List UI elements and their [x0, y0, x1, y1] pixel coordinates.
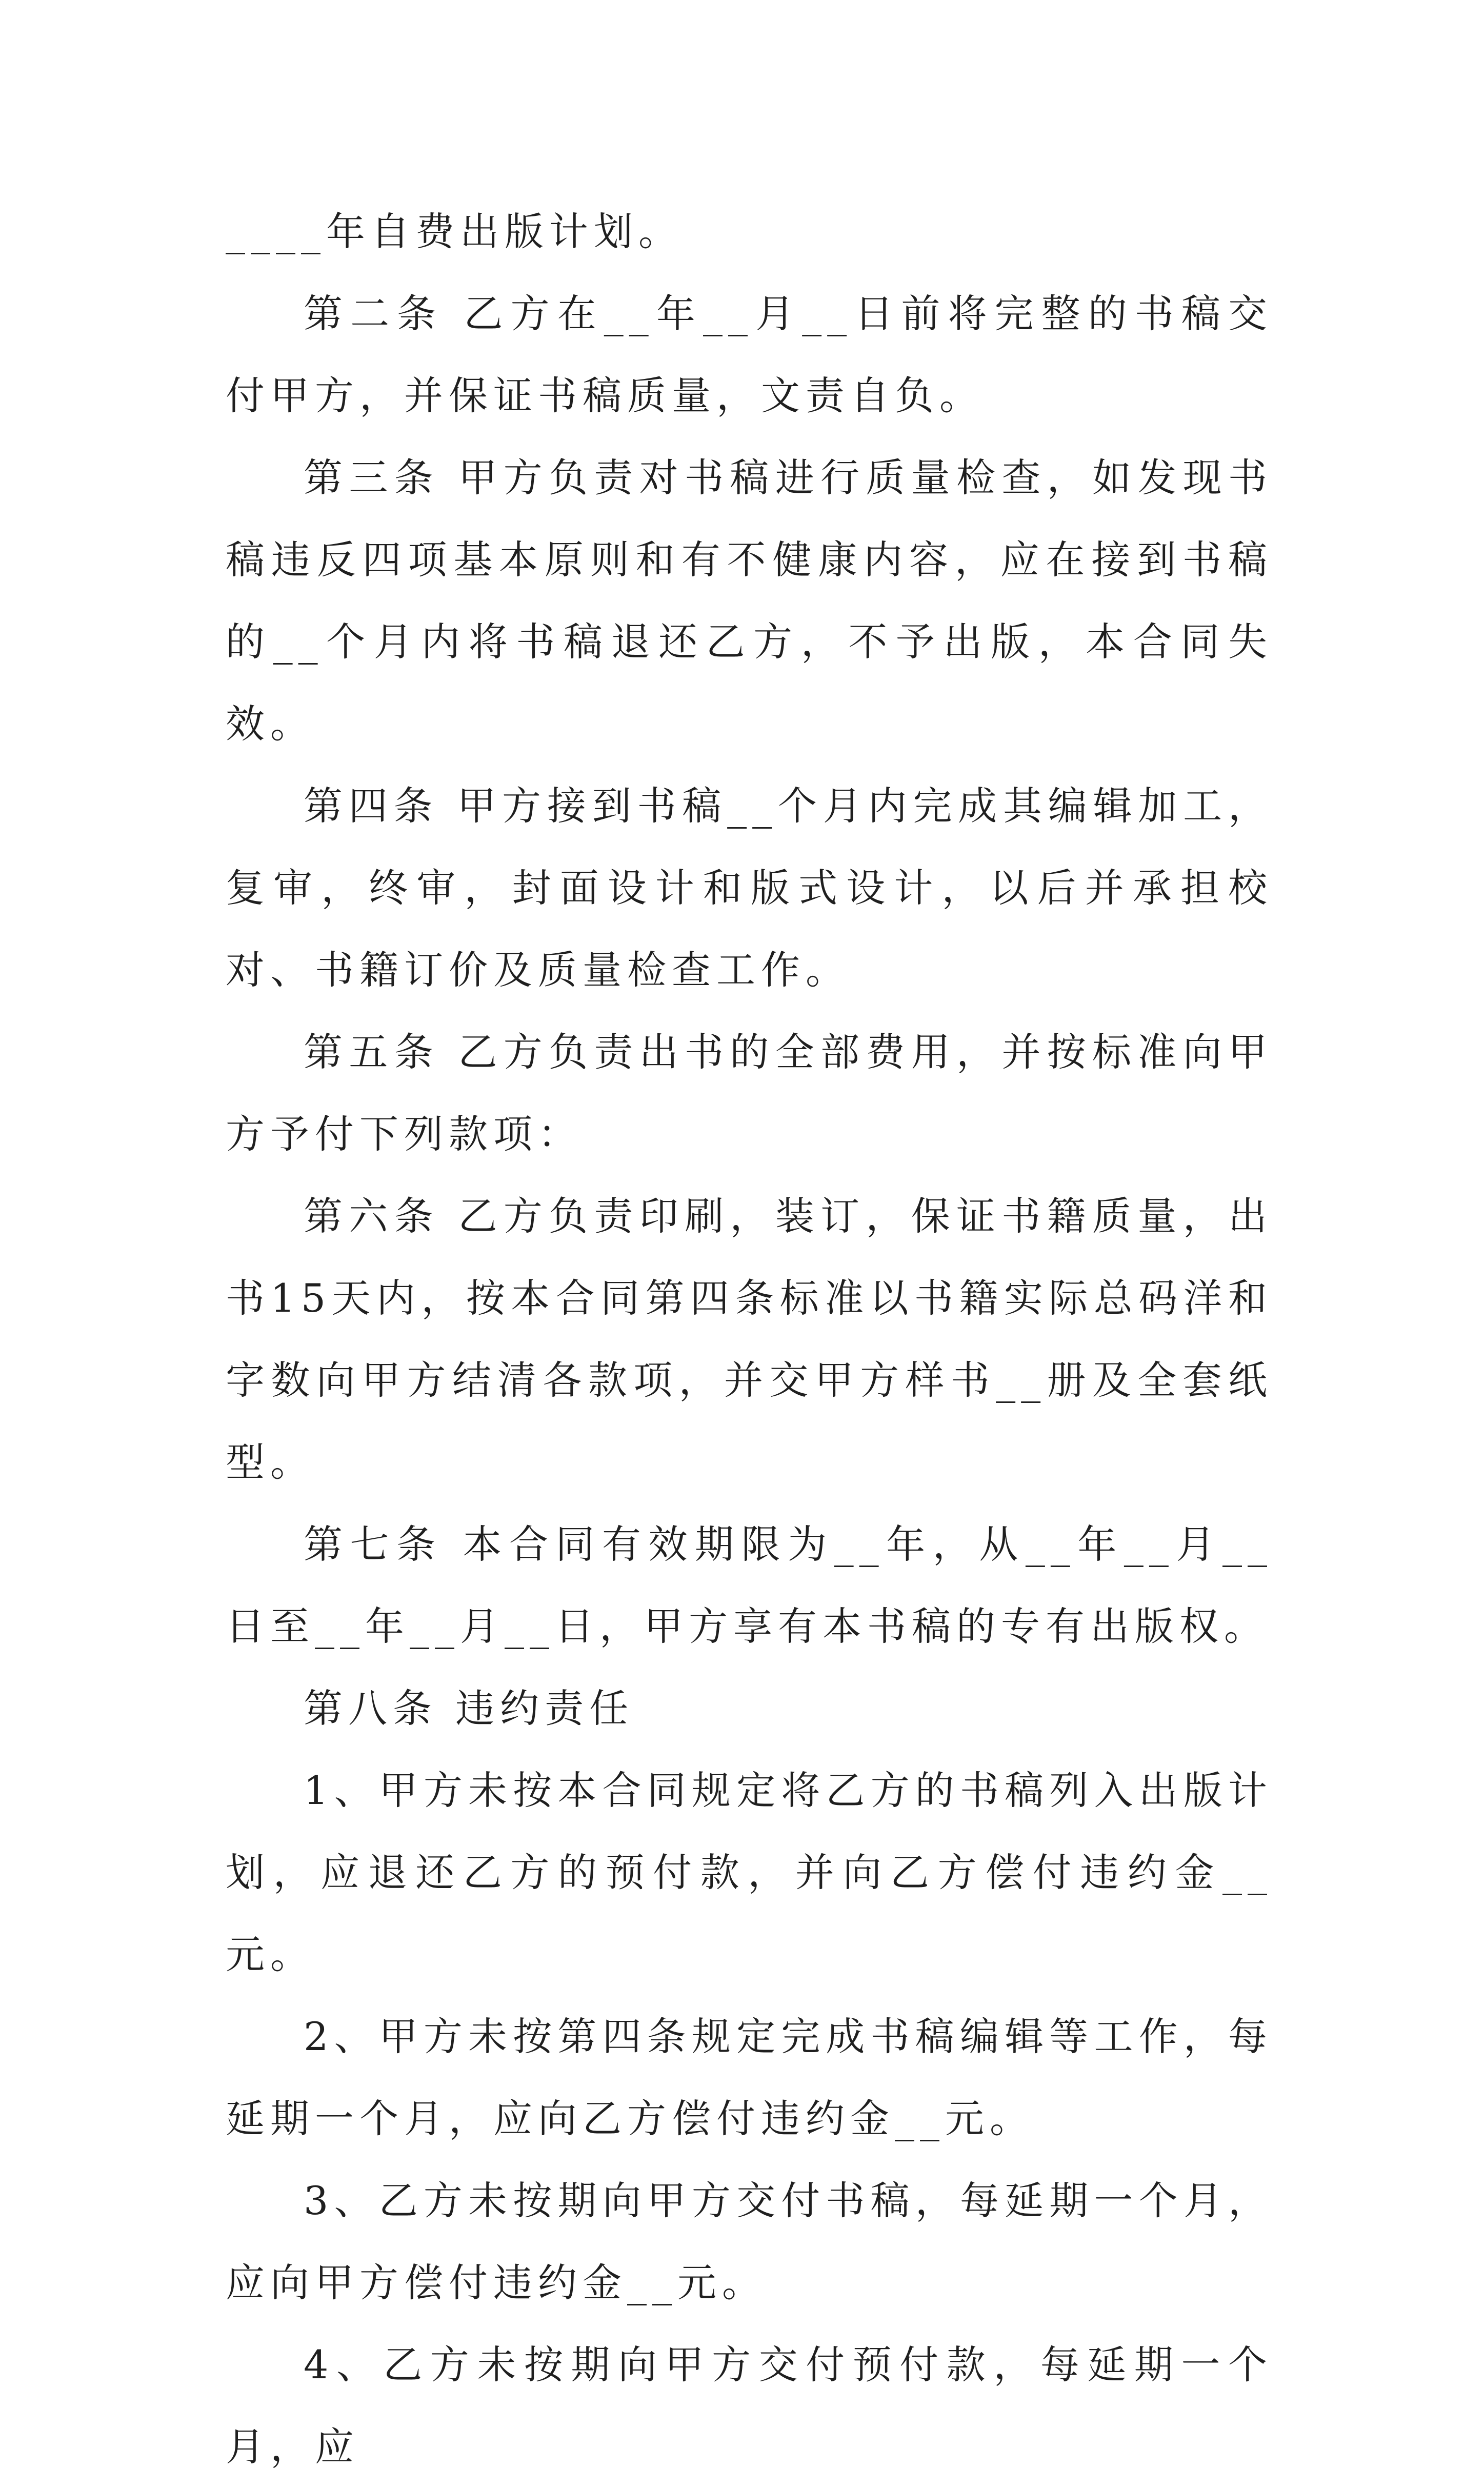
paragraph-article-5: 第五条 乙方负责出书的全部费用，并按标准向甲方予付下列款项：	[226, 1029, 1273, 1157]
paragraph-article-7: 第七条 本合同有效期限为__年，从__年__月__日至__年__月__日，甲方享有本书稿的专有出版权。	[226, 1521, 1273, 1649]
paragraph-breach-item-3: 3、乙方未按期向甲方交付书稿，每延期一个月，应向甲方偿付违约金__元。	[226, 2178, 1273, 2305]
paragraph-breach-item-4: 4、乙方未按期向甲方交付预付款，每延期一个月，应	[226, 2342, 1273, 2470]
paragraph-article-3: 第三条 甲方负责对书稿进行质量检查，如发现书稿违反四项基本原则和有不健康内容，应在接到书稿的__个月内将书稿退还乙方，不予出版，本合同失效。	[226, 455, 1273, 747]
paragraph-article-4: 第四条 甲方接到书稿__个月内完成其编辑加工，复审，终审，封面设计和版式设计，以后并承担校对、书籍订价及质量检查工作。	[226, 783, 1273, 993]
paragraph-article-2: 第二条 乙方在__年__月__日前将完整的书稿交付甲方，并保证书稿质量，文责自负。	[226, 291, 1273, 418]
paragraph-publishing-plan: ____年自费出版计划。	[226, 209, 683, 254]
paragraph-breach-item-2: 2、甲方未按第四条规定完成书稿编辑等工作，每延期一个月，应向乙方偿付违约金__元。	[226, 2014, 1273, 2141]
paragraph-article-6: 第六条 乙方负责印刷，装订，保证书籍质量，出书15天内，按本合同第四条标准以书籍实际总码洋和字数向甲方结清各款项，并交甲方样书__册及全套纸型。	[226, 1193, 1273, 1485]
paragraph-breach-item-1: 1、甲方未按本合同规定将乙方的书稿列入出版计划，应退还乙方的预付款，并向乙方偿付违约金__元。	[226, 1768, 1273, 1977]
contract-body	[226, 191, 1273, 2488]
paragraph-article-8-heading: 第八条 违约责任	[304, 1686, 634, 1731]
